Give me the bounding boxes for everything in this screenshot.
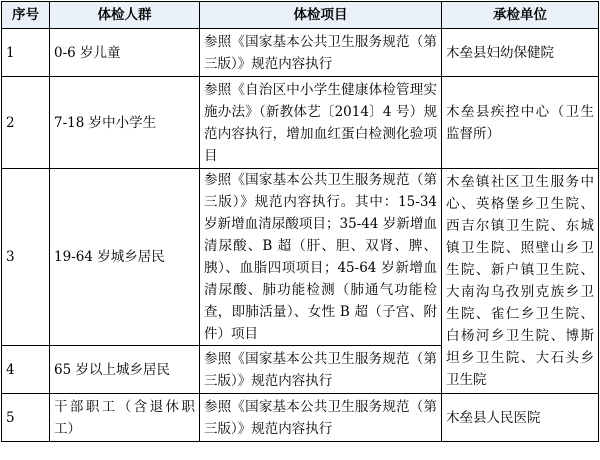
table-row — [2, 169, 599, 346]
header-items: 体检项目 — [200, 2, 442, 29]
row-items — [200, 346, 442, 394]
exam-table — [1, 1, 599, 442]
table-row — [2, 394, 599, 442]
row-items — [200, 394, 442, 442]
unit-text: 木垒县疾控中心（卫生监督所） — [446, 103, 594, 142]
group-text: 干部职工（含退休职工） — [54, 398, 195, 437]
row-unit: 木垒县妇幼保健院 — [442, 29, 599, 77]
row-no: 5 — [2, 394, 50, 442]
row-unit-merged — [442, 169, 599, 394]
table-header-row — [2, 2, 599, 29]
items-text: 参照《国家基本公共卫生服务规范（第三版）》规范内容执行 — [204, 33, 437, 72]
row-group — [50, 394, 200, 442]
row-unit — [442, 77, 599, 169]
items-text: 参照《国家基本公共卫生服务规范（第三版）》规范内容执行 — [204, 350, 437, 389]
table-row — [2, 77, 599, 169]
row-group: 7-18 岁中小学生 — [50, 77, 200, 169]
row-group: 65 岁以上城乡居民 — [50, 346, 200, 394]
row-group: 0-6 岁儿童 — [50, 29, 200, 77]
row-group: 19-64 岁城乡居民 — [50, 169, 200, 346]
row-no: 4 — [2, 346, 50, 394]
row-items — [200, 77, 442, 169]
table-row — [2, 29, 599, 77]
row-no: 1 — [2, 29, 50, 77]
items-text: 参照《国家基本公共卫生服务规范（第三版）》规范内容执行 — [204, 398, 437, 437]
row-items — [200, 169, 442, 346]
items-text: 参照《自治区中小学生健康体检管理实施办法》（新教体艺〔2014〕4 号）规范内容执行，增加血红蛋白检测化验项目 — [204, 81, 437, 164]
unit-text: 木垒镇社区卫生服务中心、英格堡乡卫生院、西吉尔镇卫生院、东城镇卫生院、照壁山乡卫生院、新户镇卫生院、大南沟乌孜别克族乡卫生院、雀仁乡卫生院、白杨河乡卫生院、博斯坦乡卫生院、大石头乡卫生院 — [446, 174, 594, 388]
row-no: 2 — [2, 77, 50, 169]
header-group: 体检人群 — [50, 2, 200, 29]
header-unit: 承检单位 — [442, 2, 599, 29]
items-text: 参照《国家基本公共卫生服务规范（第三版）》规范内容执行。其中：15-34 岁新增血清尿酸项目；35-44 岁新增血清尿酸、B 超（肝、胆、双肾、脾、胰）、血脂四项项目；45-64 岁新增血清尿酸、肺功能检测（肺通气功能检查，即肺活量）、女性 B 超（子宫、附件）项目 — [204, 172, 437, 342]
header-no: 序号 — [2, 2, 50, 29]
row-no: 3 — [2, 169, 50, 346]
row-items — [200, 29, 442, 77]
row-unit: 木垒县人民医院 — [442, 394, 599, 442]
